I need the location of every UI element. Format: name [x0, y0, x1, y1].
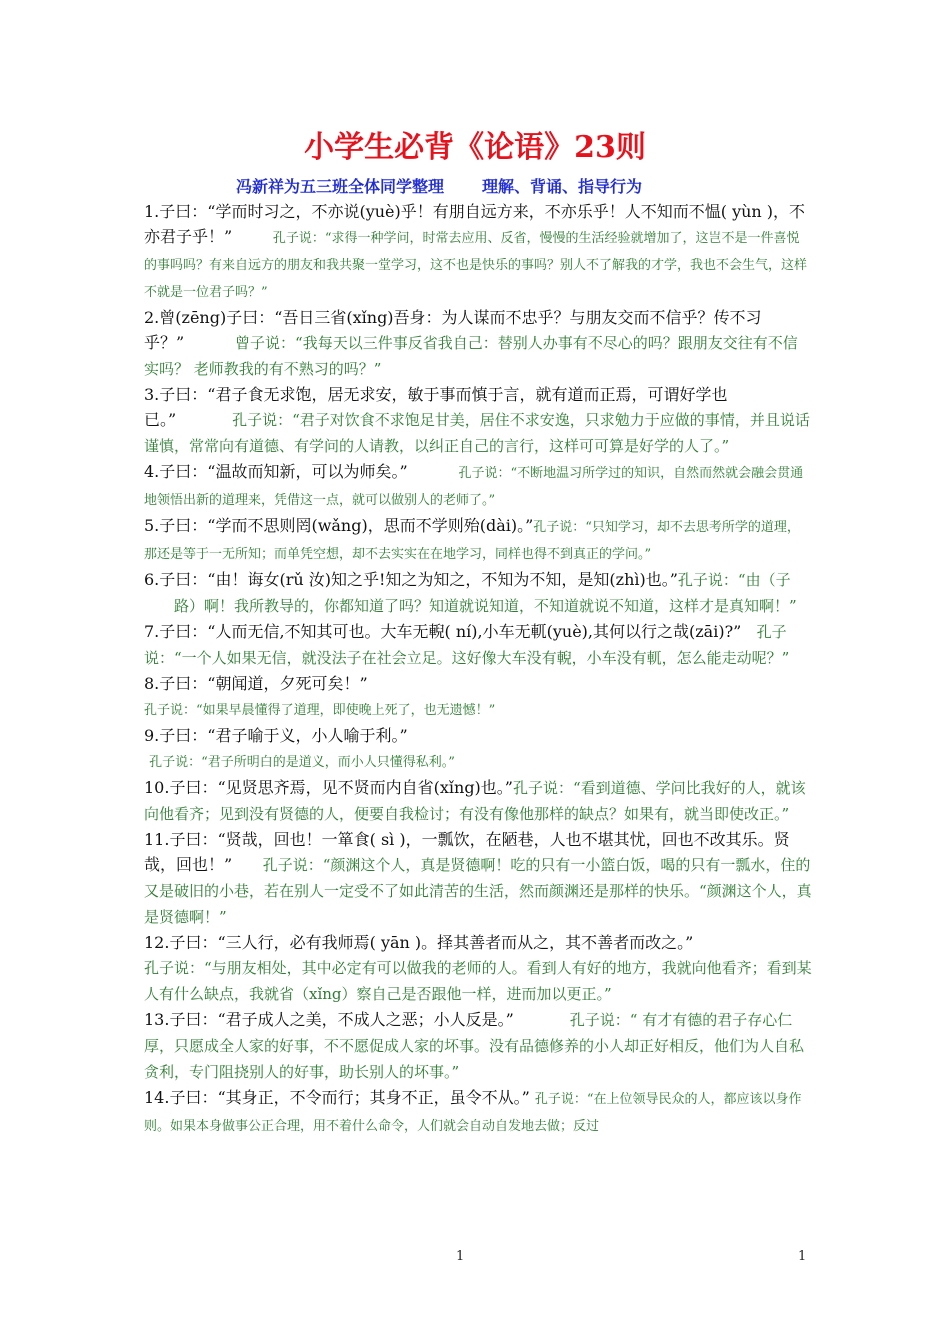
- translation-text: 孔子说：“由（子路）啊！我所教导的，你都知道了吗？知道就说知道，不知道就说不知道，这样才是真知啊！”: [174, 571, 797, 615]
- translation-text: 孔子说：“ 有才有德的君子存心仁厚，只愿成全人家的好事，不不愿促成人家的坏事。没有品德修养的小人却正好相反，他们为人自私贪利，专门阻挠别人的好事，助长别人的坏事。”: [144, 1011, 805, 1081]
- quote-text: 1.子曰：“学而时习之，不亦说(yuè)乎！有朋自远方来，不亦乐乎！人不知而不愠( yùn )，不亦君子乎！”: [144, 202, 806, 246]
- quote-text: 10.子曰：“见贤思齐焉，见不贤而内自省(xǐng)也。”: [144, 778, 513, 797]
- subtitle-compiler: 冯新祥为五三班全体同学整理: [236, 177, 445, 196]
- quote-text: 13.子曰：“君子成人之美，不成人之恶；小人反是。”: [144, 1010, 514, 1029]
- quote-text: 11.子曰：“贤哉，回也！一箪食( sì )，一瓢饮，在陋巷，人也不堪其忧，回也不改其乐。贤哉，回也！”: [144, 830, 790, 874]
- quote-text: 2.曾(zēng)子曰：“吾日三省(xǐng)吾身：为人谋而不忠乎？与朋友交而不信乎？传不习乎？”: [144, 308, 762, 352]
- translation-text: 曾子说：“我每天以三件事反省我自己：替别人办事有不尽心的吗？跟朋友交往有不信实吗？ 老师教我的有不熟习的吗？”: [144, 334, 798, 378]
- analects-item-12: [144, 930, 812, 1007]
- page-number-right: 1: [798, 1249, 807, 1264]
- quote-text: 12.子曰：“三人行，必有我师焉( yān )。择其善者而从之，其不善者而改之。”: [144, 933, 694, 952]
- translation-text: 孔子说：“求得一种学问，时常去应用、反省，慢慢的生活经验就增加了，这岂不是一件喜悦的事吗吗？有来自远方的朋友和我共聚一堂学习，这不也是快乐的事吗？别人不了解我的才学，我也不会生气，这样不就是一位君子吗？”: [144, 231, 808, 300]
- translation-text: 孔子说：“不断地温习所学过的知识，自然而然就会融会贯通地领悟出新的道理来，凭借这一点，就可以做别人的老师了。”: [144, 466, 804, 508]
- page-subtitle: [236, 176, 642, 198]
- quote-text: 7.子曰：“人而无信,不知其可也。大车无輗( ní),小车无軏(yuè),其何以行之哉(zāi)?”: [144, 622, 742, 641]
- analects-item-9: [144, 723, 812, 775]
- quote-text: 4.子曰：“温故而知新，可以为师矣。”: [144, 462, 408, 481]
- analects-item-3: [144, 382, 812, 459]
- analects-item-7: [144, 619, 812, 671]
- page-number-center: 1: [456, 1249, 465, 1264]
- analects-item-13: [144, 1007, 812, 1085]
- analects-item-5: [144, 513, 812, 567]
- page-title: 小学生必背《论语》23则: [304, 130, 646, 165]
- quote-text: 3.子曰：“君子食无求饱，居无求安，敏于事而慎于言，就有道而正焉，可谓好学也已。”: [144, 385, 728, 429]
- translation-text: 孔子说：“与朋友相处，其中必定有可以做我的老师的人。看到人有好的地方，我就向他看齐；看到某人有什么缺点，我就省（xǐng）察自己是否跟他一样，进而加以更正。”: [144, 959, 812, 1003]
- analects-item-2: [144, 305, 812, 382]
- analects-list: [144, 199, 812, 1139]
- analects-item-6: [144, 567, 812, 619]
- analects-item-1: [144, 199, 812, 305]
- analects-item-10: [144, 775, 812, 827]
- translation-text: 孔子说：“君子所明白的是道义，而小人只懂得私利。”: [149, 755, 455, 770]
- translation-text: 孔子说：“一个人如果无信，就没法子在社会立足。这好像大车没有輗，小车没有軏，怎么能走动呢？”: [144, 623, 790, 667]
- analects-item-4: [144, 459, 812, 513]
- translation-text: 孔子说：“只知学习，却不去思考所学的道理，那还是等于一无所知；而单凭空想，却不去实实在在地学习，同样也得不到真正的学问。”: [144, 520, 800, 562]
- translation-text: 孔子说：“君子对饮食不求饱足甘美，居住不求安逸，只求勉力于应做的事情，并且说话谨慎，常常向有道德、有学问的人请教，以纠正自己的言行，这样可可算是好学的人了。”: [144, 411, 810, 455]
- translation-text: 孔子说：“颜渊这个人，真是贤德啊！吃的只有一小篮白饭，喝的只有一瓢水，住的又是破旧的小巷，若在别人一定受不了如此清苦的生活，然而颜渊还是那样的快乐。“颜渊这个人，真是贤德啊！”: [144, 856, 812, 926]
- quote-text: 8.子曰：“朝闻道，夕死可矣！”: [144, 674, 368, 693]
- analects-item-11: [144, 827, 812, 930]
- analects-item-8: [144, 671, 812, 723]
- translation-text: 孔子说：“在上位领导民众的人，都应该以身作则。如果本身做事公正合理，用不着什么命令，人们就会自动自发地去做；反过: [144, 1092, 802, 1134]
- quote-text: 6.子曰：“由！诲女(rǔ 汝)知之乎!知之为知之，不知为不知，是知(zhì)也。”: [144, 570, 678, 589]
- quote-text: 9.子曰：“君子喻于义，小人喻于利。”: [144, 726, 408, 745]
- subtitle-purpose: 理解、背诵、指导行为: [482, 177, 643, 196]
- analects-item-14: [144, 1085, 812, 1139]
- quote-text: 5.子曰：“学而不思则罔(wǎng)，思而不学则殆(dài)。”: [144, 516, 534, 535]
- translation-text: 孔子说：“如果早晨懂得了道理，即使晚上死了，也无遗憾！”: [144, 703, 496, 718]
- translation-text: 孔子说：“看到道德、学问比我好的人，就该向他看齐；见到没有贤德的人，便要自我检讨；有没有像他那样的缺点？如果有，就当即使改正。”: [144, 779, 806, 823]
- quote-text: 14.子曰：“其身正，不令而行；其身不正，虽令不从。”: [144, 1088, 530, 1107]
